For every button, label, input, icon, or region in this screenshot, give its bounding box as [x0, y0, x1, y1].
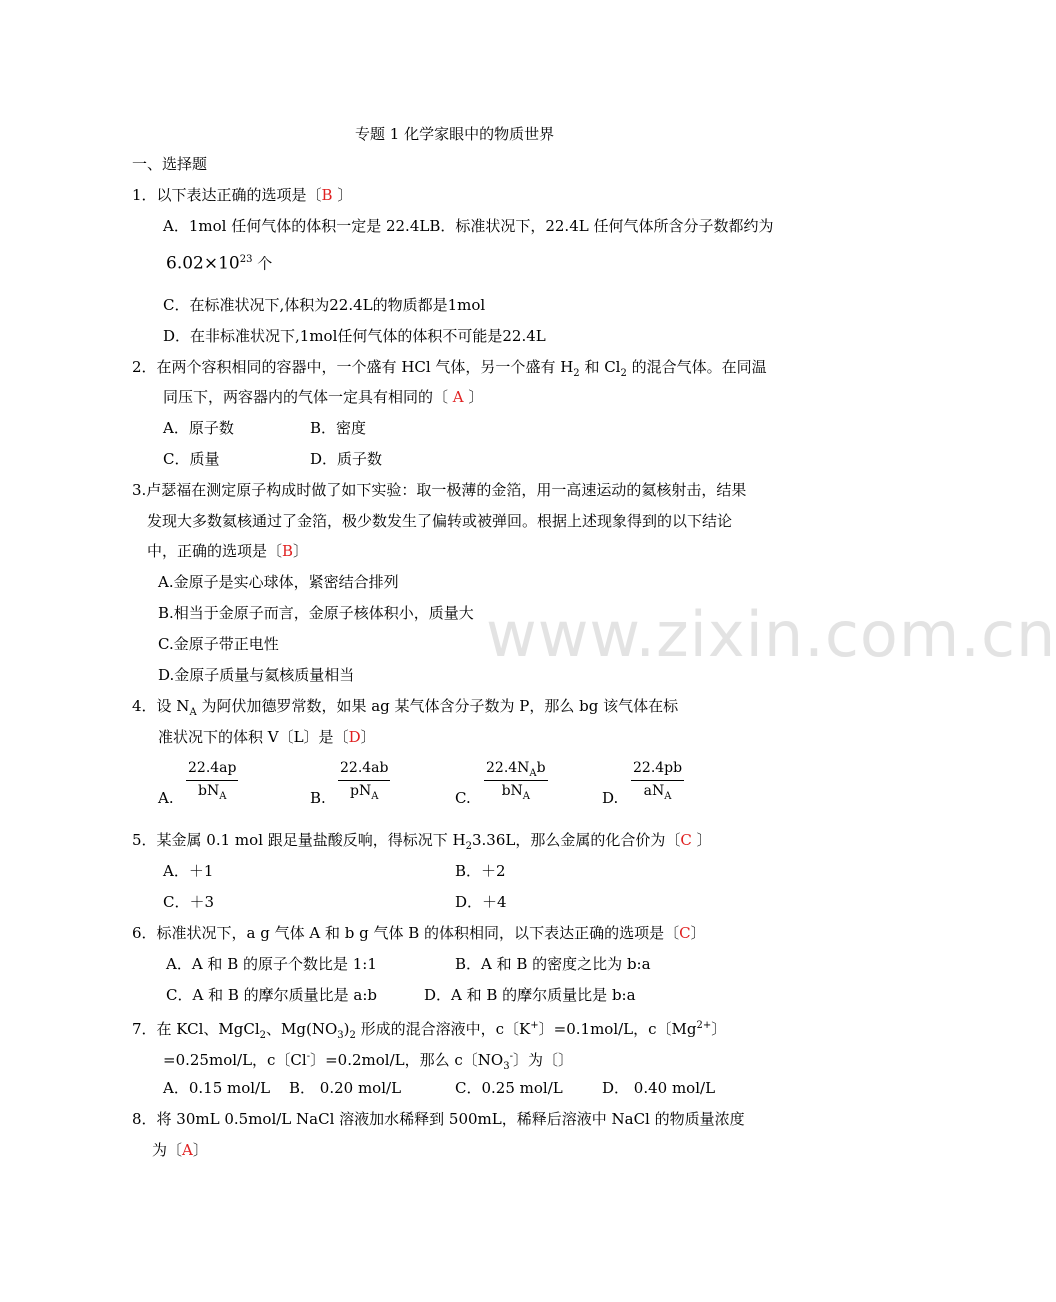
answer-8: A — [182, 1141, 193, 1159]
watermark: www.zixin.com.cn — [486, 598, 1056, 671]
question-3-line-2: 发现大多数氦核通过了金箔，极少数发生了偏转或被弹回。根据上述现象得到的以下结论 — [147, 512, 733, 530]
question-4-option-d-label: D. — [602, 789, 619, 807]
answer-5: C — [680, 831, 692, 849]
question-4-option-a-fraction: 22.4ap $bN_A$ — [188, 760, 237, 802]
question-4-option-c-label: C. — [455, 789, 471, 807]
question-2-option-d: D．质子数 — [310, 450, 383, 468]
question-6-option-c: C．A 和 B 的摩尔质量比是 a:b — [166, 986, 378, 1004]
question-8-line-1: 8．将 30mL 0.5mol/L NaCl 溶液加水稀释到 500mL，稀释后溶液中 NaCl 的物质量浓度 — [132, 1110, 745, 1128]
answer-3: B — [282, 542, 294, 560]
question-6-option-b: B．A 和 B 的密度之比为 b:a — [455, 955, 651, 973]
question-8-line-2: 为〔A〕 — [152, 1141, 208, 1159]
question-4-line-1: 4．设 $N_A$ 为阿伏加德罗常数，如果 ag 某气体含分子数为 P，那么 bg 该气体在标 — [132, 697, 679, 718]
section-heading: 一、选择题 — [132, 155, 208, 173]
question-7-option-d: D． 0.40 mol/L — [602, 1079, 716, 1097]
question-3-option-a: A.金原子是实心球体，紧密结合排列 — [158, 573, 399, 591]
question-6-option-d: D．A 和 B 的摩尔质量比是 b:a — [424, 986, 636, 1004]
question-4-option-a-label: A. — [158, 789, 174, 807]
question-7-option-b: B． 0.20 mol/L — [289, 1079, 402, 1097]
question-5-option-c: C．＋3 — [163, 893, 215, 911]
question-3-line-1: 3.卢瑟福在测定原子构成时做了如下实验：取一极薄的金箔，用一高速运动的氦核射击，结果 — [132, 481, 747, 499]
answer-6: C — [679, 924, 691, 942]
question-5-option-d: D．＋4 — [455, 893, 507, 911]
question-7-option-c: C．0.25 mol/L — [455, 1079, 563, 1097]
question-7-line-1: 7．在 KCl、MgCl$_2$、$Mg(NO_3)_2$ 形成的混合溶液中，c〔K+〕=0.1mol/L，c〔$Mg^{2+}$〕 — [132, 1020, 727, 1041]
question-2-line-2: 同压下，两容器内的气体一定具有相同的〔 A 〕 — [163, 388, 484, 406]
question-4-option-d-fraction: 22.4pb $aN_A$ — [633, 760, 683, 802]
question-3-option-c: C.金原子带正电性 — [158, 635, 279, 653]
answer-4: D — [348, 728, 361, 746]
answer-2: A — [452, 388, 464, 406]
question-6-option-a: A．A 和 B 的原子个数比是 1:1 — [166, 955, 377, 973]
question-1-option-d: D．在非标准状况下,1mol任何气体的体积不可能是22.4L — [163, 327, 546, 345]
question-5-stem: 5．某金属 0.1 mol 跟足量盐酸反响，得标况下 $H_23.36L$，那么金属的化合价为〔C 〕 — [132, 831, 712, 852]
question-5-option-a: A．＋1 — [163, 862, 214, 880]
question-7-line-2: =0.25mol/L，c〔Cl-〕=0.2mol/L，那么 c〔$NO_3^-$〕为〔〕 — [163, 1051, 573, 1072]
question-4-option-b-label: B. — [310, 789, 326, 807]
question-3-option-b: B.相当于金原子而言，金原子核体积小，质量大 — [158, 604, 474, 622]
question-6-stem: 6．标准状况下，a g 气体 A 和 b g 气体 B 的体积相同，以下表达正确的选项是〔C〕 — [132, 924, 706, 942]
question-1-stem: 1．以下表达正确的选项是〔B 〕 — [132, 186, 353, 204]
question-2-option-c: C．质量 — [163, 450, 220, 468]
question-3-option-d: D.金原子质量与氦核质量相当 — [158, 666, 355, 684]
question-4-line-2: 准状况下的体积 V〔L〕是〔D〕 — [158, 728, 376, 746]
question-5-option-b: B．＋2 — [455, 862, 506, 880]
question-2-option-a: A．原子数 — [163, 419, 234, 437]
question-1-option-c: C．在标准状况下,体积为22.4L的物质都是1mol — [163, 296, 486, 314]
question-4-option-c-fraction: $22.4N_Ab$ $bN_A$ — [486, 760, 546, 802]
question-1-option-a: A．1mol 任何气体的体积一定是 22.4LB．标准状况下，22.4L 任何气体所含分子数都约为 — [163, 217, 774, 235]
question-2-option-b: B．密度 — [310, 419, 367, 437]
question-2-line-1: 2．在两个容积相同的容器中，一个盛有 HCl 气体，另一个盛有 $H_2$ 和 $Cl_2$ 的混合气体。在同温 — [132, 358, 767, 379]
question-1-option-a-cont: $6.02\times 10^{23}$ 个 — [166, 253, 273, 274]
page-title: 专题 1 化学家眼中的物质世界 — [355, 125, 555, 143]
question-7-option-a: A．0.15 mol/L — [163, 1079, 271, 1097]
question-3-line-3: 中，正确的选项是〔B〕 — [147, 542, 309, 560]
question-4-option-b-fraction: 22.4ab $pN_A$ — [340, 760, 389, 802]
answer-1: B — [321, 186, 333, 204]
